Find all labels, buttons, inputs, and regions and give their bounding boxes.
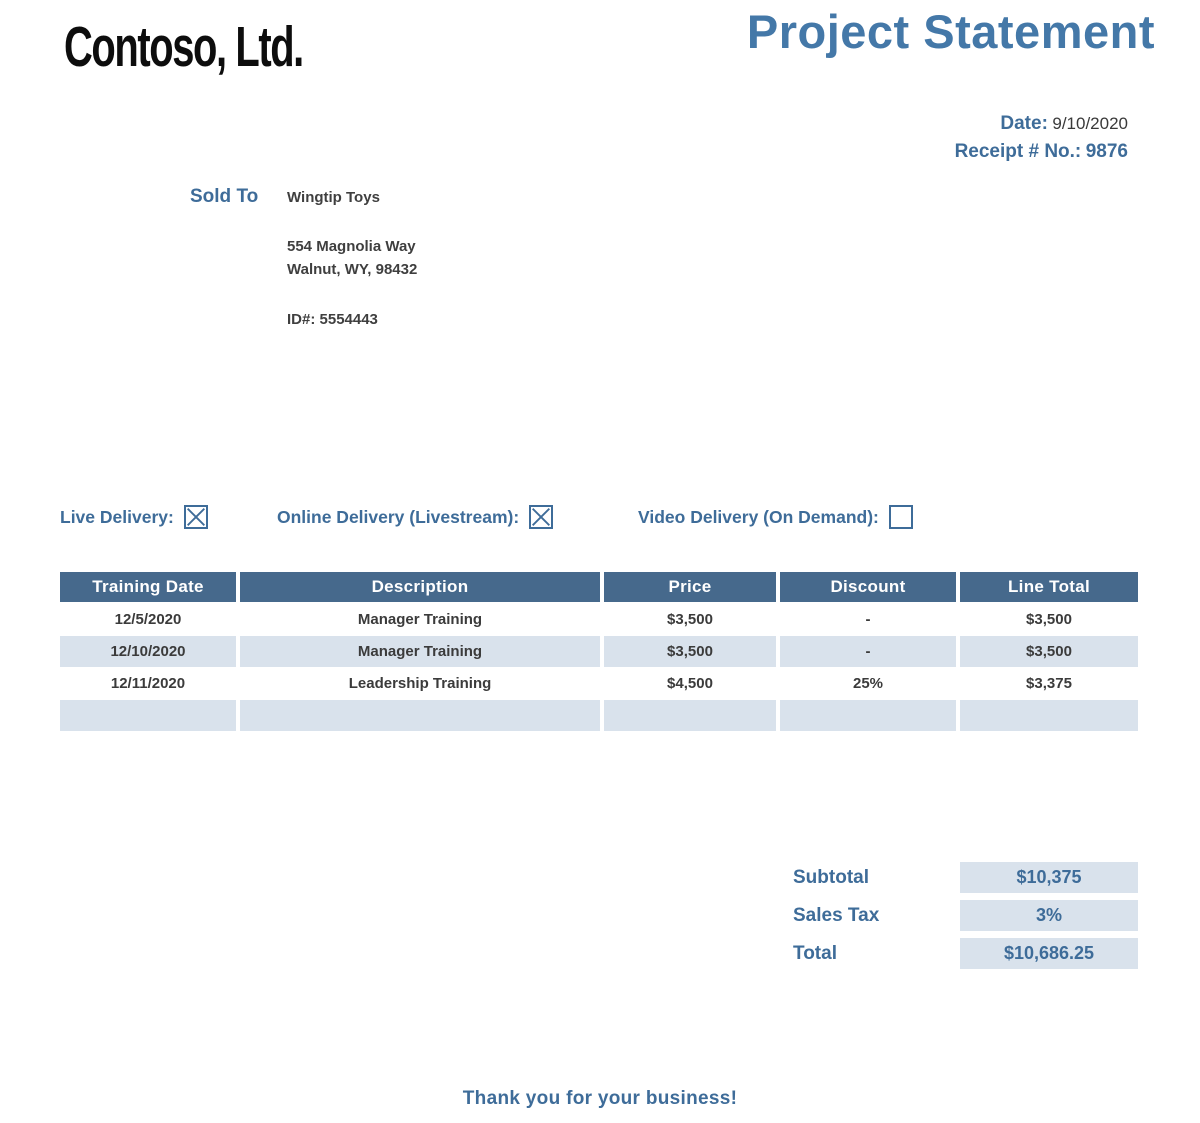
company-logo: Contoso, Ltd.: [64, 15, 303, 79]
client-address-line1: 554 Magnolia Way: [287, 238, 416, 255]
sales-tax-label: Sales Tax: [793, 904, 880, 926]
delivery-option-online-delivery-livestream: [277, 502, 553, 532]
total-value: $10,686.25: [960, 938, 1138, 969]
table-cell: Leadership Training: [240, 668, 600, 699]
table-cell: Manager Training: [240, 604, 600, 635]
table-cell: [960, 700, 1138, 731]
date-line: [955, 110, 1128, 138]
table-cell: $4,500: [604, 668, 776, 699]
table-cell: 12/10/2020: [60, 636, 236, 667]
table-cell: -: [780, 604, 956, 635]
column-header-discount: Discount: [780, 572, 956, 602]
client-address-line2: Walnut, WY, 98432: [287, 261, 418, 278]
delivery-option-label: Video Delivery (On Demand):: [638, 506, 879, 527]
date-label: Date:: [1000, 113, 1048, 134]
table-cell: $3,500: [604, 604, 776, 635]
column-header-training-date: Training Date: [60, 572, 236, 602]
receipt-number-label: Receipt # No.:: [954, 141, 1082, 162]
table-cell: [60, 700, 236, 731]
sold-to-details: [287, 190, 417, 328]
table-cell: 25%: [780, 668, 956, 699]
checkbox-unchecked-icon[interactable]: [889, 505, 913, 529]
table-cell: Manager Training: [240, 636, 600, 667]
total-row-subtotal: [793, 862, 1138, 893]
table-cell: [604, 700, 776, 731]
receipt-meta: [955, 110, 1128, 166]
page-title: Project Statement: [746, 5, 1155, 58]
receipt-number-value: 9876: [1085, 141, 1128, 162]
delivery-option-label: Online Delivery (Livestream):: [277, 506, 520, 527]
total-label: Total: [793, 942, 837, 964]
total-row-total: [793, 938, 1138, 969]
table-cell: 12/5/2020: [60, 604, 236, 635]
delivery-option-live-delivery: [60, 502, 208, 532]
table-cell: $3,375: [960, 668, 1138, 699]
subtotal-value: $10,375: [960, 862, 1138, 893]
receipt-number-line: [955, 138, 1128, 166]
sales-tax-value: 3%: [960, 900, 1138, 931]
totals-section: [793, 862, 1138, 976]
column-header-description: Description: [240, 572, 600, 602]
sold-to-label: Sold To: [190, 186, 259, 207]
checkbox-checked-icon[interactable]: [529, 505, 553, 529]
date-value: 9/10/2020: [1052, 114, 1128, 133]
column-header-line-total: Line Total: [960, 572, 1138, 602]
table-cell: $3,500: [604, 636, 776, 667]
footer-message: Thank you for your business!: [462, 1088, 738, 1109]
table-cell: [240, 700, 600, 731]
subtotal-label: Subtotal: [793, 866, 869, 888]
checkbox-checked-icon[interactable]: [184, 505, 208, 529]
client-id: ID#: 5554443: [287, 311, 378, 328]
delivery-option-label: Live Delivery:: [60, 506, 174, 527]
table-cell: -: [780, 636, 956, 667]
table-cell: 12/11/2020: [60, 668, 236, 699]
table-cell: $3,500: [960, 604, 1138, 635]
line-items-table: [60, 572, 1138, 731]
delivery-options-row: [0, 502, 1200, 532]
table-cell: [780, 700, 956, 731]
table-cell: $3,500: [960, 636, 1138, 667]
column-header-price: Price: [604, 572, 776, 602]
delivery-option-video-delivery-on-demand: [638, 502, 913, 532]
client-name: Wingtip Toys: [287, 189, 380, 206]
total-row-sales-tax: [793, 900, 1138, 931]
